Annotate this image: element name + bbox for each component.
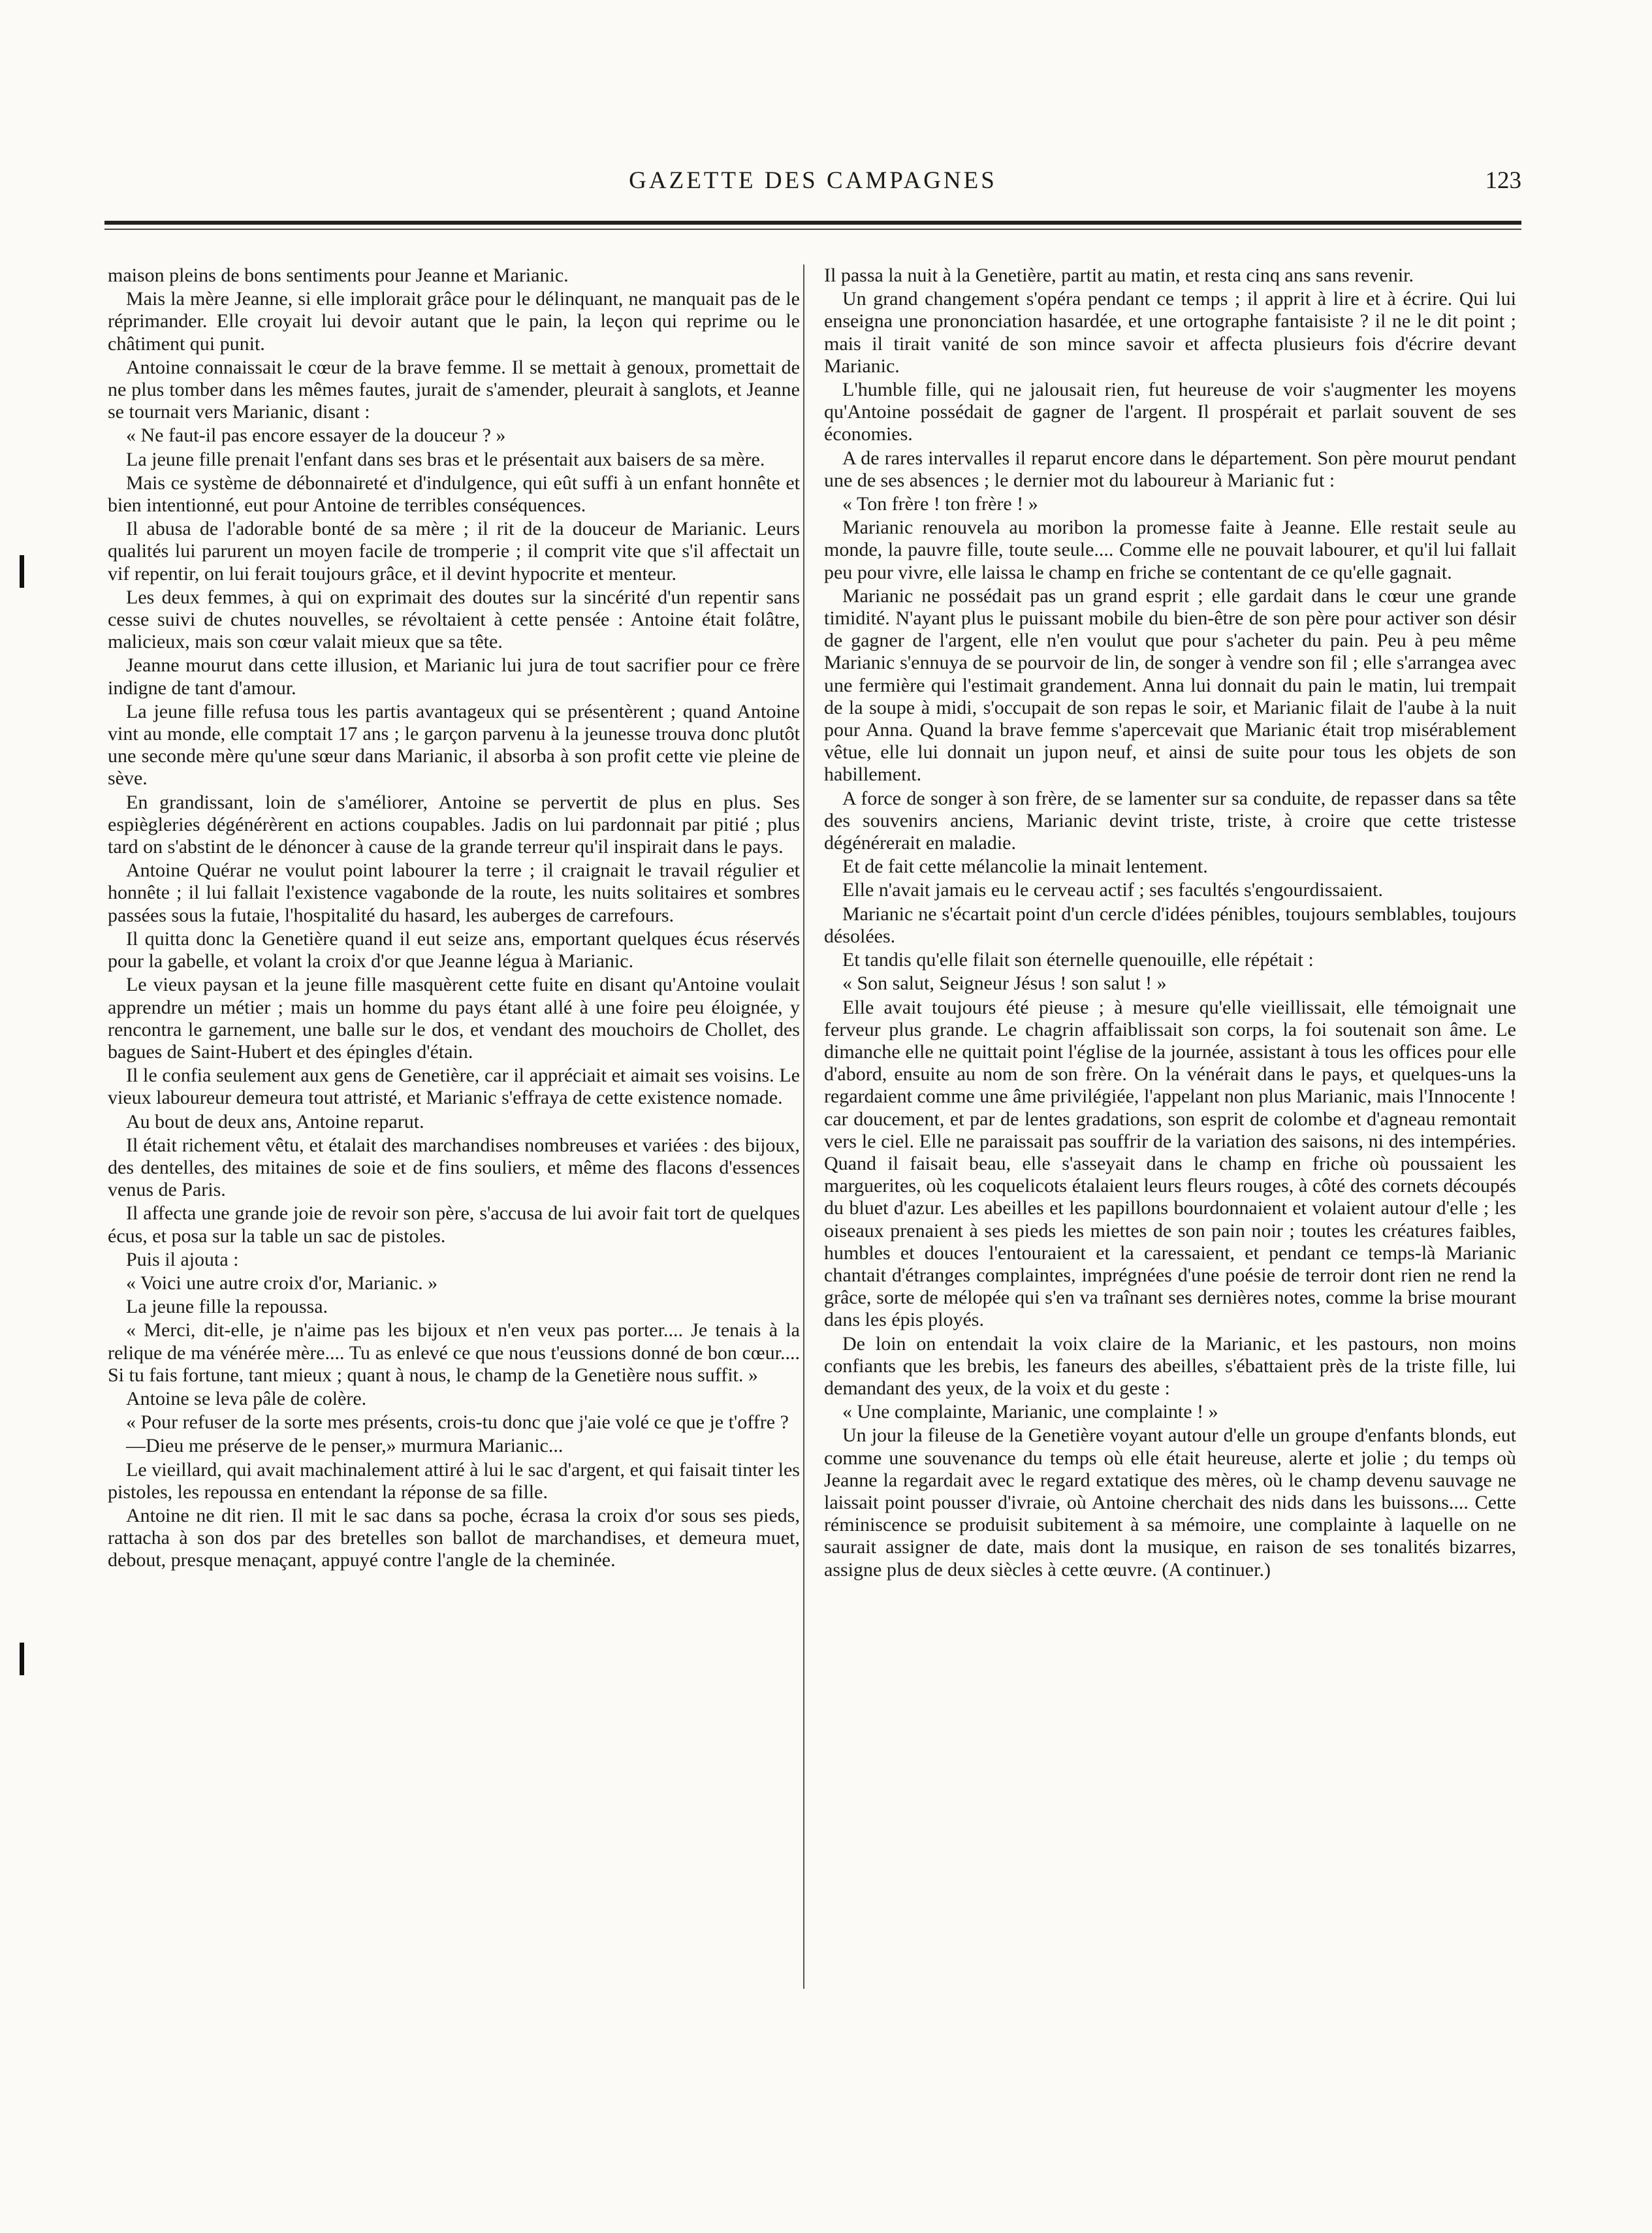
paragraph: Il était richement vêtu, et étalait des marchandises nombreuses et variées : des bijoux, des dentelles, des mitaines de soie et de fins souliers, et même des flacons d'essences venus de Paris. <box>108 1134 800 1201</box>
header-rule-thin <box>104 229 1521 230</box>
paragraph: A force de songer à son frère, de se lamenter sur sa conduite, de repasser dans sa tête des souvenirs anciens, Marianic devint triste, triste, à croire que cette tristesse dégénérerait en maladie. <box>824 787 1516 854</box>
paragraph: « Une complainte, Marianic, une complainte ! » <box>842 1401 1218 1423</box>
paragraph: Il quitta donc la Genetière quand il eut seize ans, emportant quelques écus réservés pour la gabelle, et volant la croix d'or que Jeanne légua à Marianic. <box>108 927 800 972</box>
paragraph: Mais ce système de débonnaireté et d'indulgence, qui eût suffi à un enfant honnête et bien intentionné, eut pour Antoine de terribles conséquences. <box>108 472 800 517</box>
margin-mark-upper <box>20 555 24 588</box>
paragraph: Le vieux paysan et la jeune fille masquèrent cette fuite en disant qu'Antoine voulait apprendre un métier ; mais un homme du pays étant allé à une foire peu éloignée, y rencontra le garnement, une balle sur le dos, et vendant des mouchoirs de Chollet, des bagues de Saint-Hubert et des épingles d'étain. <box>108 974 800 1063</box>
running-title: GAZETTE DES CAMPAGNES <box>629 167 997 194</box>
paragraph: Il le confia seulement aux gens de Genetière, car il appréciait et aimait ses voisins. Le vieux laboureur demeura tout attristé, et Marianic s'effraya de cette existence nomade. <box>108 1065 800 1109</box>
paragraph: Et tandis qu'elle filait son éternelle quenouille, elle répétait : <box>842 949 1314 971</box>
paragraph: Et de fait cette mélancolie la minait lentement. <box>842 856 1208 878</box>
paragraph: « Ne faut-il pas encore essayer de la douceur ? » <box>126 425 506 447</box>
paragraph: Mais la mère Jeanne, si elle implorait grâce pour le délinquant, ne manquait pas de le réprimander. Elle croyait lui devoir autant que le pain, la leçon qui reprime ou le châtiment qui punit. <box>108 288 800 355</box>
paragraph: Puis il ajouta : <box>126 1248 239 1270</box>
paragraph: « Pour refuser de la sorte mes présents, crois-tu donc que j'aie volé ce que je t'offre ? <box>126 1411 789 1434</box>
paragraph: Au bout de deux ans, Antoine reparut. <box>126 1110 424 1133</box>
right-column <box>824 265 1516 1582</box>
paragraph: Antoine Quérar ne voulut point labourer la terre ; il craignait le travail régulier et honnête ; il lui fallait l'existence vagabonde de la route, les nuits solitaires et sombres passées sous la futaie, l'hospitalité du hasard, les auberges de carrefours. <box>108 859 800 926</box>
paragraph: Marianic ne possédait pas un grand esprit ; elle gardait dans le cœur une grande timidité. N'ayant plus le puissant mobile du bien-être de son père pour activer son désir de gagner de l'argent, elle n'en voulut que pour s'acheter du pain. Peu à peu même Marianic s'ennuya de se pourvoir de lin, de songer à vendre son fil ; elle s'arrangea avec une fermière qui l'estimait grandement. Anna lui donnait du pain le matin, lui trempait de la soupe à midi, s'occupait de son repas le soir, et Marianic filait de l'aube à la nuit pour Anna. Quand la brave femme s'apercevait que Marianic était trop misérablement vêtue, elle lui donnait un jupon neuf, et ainsi de suite pour tous les objets de son habillement. <box>824 585 1516 786</box>
margin-mark-lower <box>20 1643 24 1675</box>
paragraph: La jeune fille prenait l'enfant dans ses bras et le présentait aux baisers de sa mère. <box>126 448 765 470</box>
paragraph: Il affecta une grande joie de revoir son père, s'accusa de lui avoir fait tort de quelques écus, et posa sur la table un sac de pistoles. <box>108 1202 800 1247</box>
paragraph: Elle n'avait jamais eu le cerveau actif ; ses facultés s'engourdissaient. <box>842 879 1383 901</box>
paragraph: La jeune fille la repoussa. <box>126 1296 328 1318</box>
paragraph: Antoine ne dit rien. Il mit le sac dans sa poche, écrasa la croix d'or sous ses pieds, rattacha à son dos par des bretelles son ballot de marchandises, et demeura muet, debout, presque menaçant, appuyé contre l'angle de la cheminée. <box>108 1504 800 1571</box>
paragraph: Il passa la nuit à la Genetière, partit au matin, et resta cinq ans sans revenir. <box>824 265 1414 286</box>
paragraph: « Ton frère ! ton frère ! » <box>842 493 1038 515</box>
paragraph: Marianic renouvela au moribon la promesse faite à Jeanne. Elle restait seule au monde, la pauvre fille, toute seule.... Comme elle ne pouvait labourer, et qu'il lui fallait peu pour vivre, elle laissa le champ en friche se contentant de ce qu'elle gagnait. <box>824 517 1516 583</box>
paragraph: Elle avait toujours été pieuse ; à mesure qu'elle vieillissait, elle témoignait une ferveur plus grande. Le chagrin affaiblissait son corps, la foi soutenait son âme. Le dimanche elle ne quittait point l'église de la journée, assistant à tous les offices pour elle d'abord, ensuite au nom de son frère. On la vénérait dans le pays, et quelques-uns la regardaient comme une âme privilégiée, l'appelant non plus Marianic, mais l'Innocente ! car doucement, et par de lentes gradations, son esprit de colombe et d'agneau remontait vers le ciel. Elle ne paraissait pas souffrir de la variation des saisons, ni des intempéries. Quand il faisait beau, elle s'asseyait dans le champ en friche où poussaient les marguerites, où les coquelicots étalaient leurs fleurs rouges, à côté des cornets découpés du bluet d'azur. Les abeilles et les papillons bourdonnaient et volaient autour d'elle ; les oiseaux prenaient à ses pieds les miettes de son pain noir ; toutes les créatures faibles, humbles et douces l'entouraient et la caressaient, et pendant ce temps-là Marianic chantait d'étranges complaintes, imprégnées d'une poésie de terroir dont rien ne rend la grâce, sorte de mélopée qui s'en va traînant ses dernières notes, comme la brise mourant dans les épis ployés. <box>824 996 1516 1331</box>
paragraph: La jeune fille refusa tous les partis avantageux qui se présentèrent ; quand Antoine vint au monde, elle comptait 17 ans ; le garçon parvenu à la jeunesse trouva donc plutôt une seconde mère qu'une sœur dans Marianic, il absorba à son profit cette vie pleine de sève. <box>108 700 800 790</box>
paragraph: Antoine se leva pâle de colère. <box>126 1387 367 1409</box>
paragraph: Il abusa de l'adorable bonté de sa mère ; il rit de la douceur de Marianic. Leurs qualités lui parurent un moyen facile de tromperie ; il comprit vite que s'il affectait un vif repentir, on lui ferait toujours grâce, et il devint hypocrite et menteur. <box>108 518 800 585</box>
paragraph: De loin on entendait la voix claire de la Marianic, et les pastours, non moins confiants que les brebis, les faneurs des abeilles, s'ébattaient près de la triste fille, lui demandant des yeux, de la voix et du geste : <box>824 1332 1516 1399</box>
paragraph: Le vieillard, qui avait machinalement attiré à lui le sac d'argent, et qui faisait tinter les pistoles, les repoussa en entendant la réponse de sa fille. <box>108 1458 800 1503</box>
paragraph: « Merci, dit-elle, je n'aime pas les bijoux et n'en veux pas porter.... Je tenais à la relique de ma vénérée mère.... Tu as enlevé ce que nous t'eussions donné de bon cœur.... Si tu fais fortune, tant mieux ; quant à nous, le champ de la Genetière nous suffit. » <box>108 1319 800 1386</box>
paragraph: maison pleins de bons sentiments pour Jeanne et Marianic. <box>108 265 569 286</box>
paragraph: Jeanne mourut dans cette illusion, et Marianic lui jura de tout sacrifier pour ce frère indigne de tant d'amour. <box>108 654 800 699</box>
paragraph: Les deux femmes, à qui on exprimait des doutes sur la sincérité d'un repentir sans cesse suivi de chutes nouvelles, se révoltaient à cette pensée : Antoine était folâtre, malicieux, mais son cœur valait mieux que sa tête. <box>108 586 800 653</box>
page-header <box>104 167 1521 206</box>
paragraph: —Dieu me préserve de le penser,» murmura Marianic... <box>126 1435 564 1457</box>
page-number: 123 <box>1485 167 1521 194</box>
paragraph: Marianic ne s'écartait point d'un cercle d'idées pénibles, toujours semblables, toujours désolées. <box>824 903 1516 947</box>
paragraph: Antoine connaissait le cœur de la brave femme. Il se mettait à genoux, promettait de ne plus tomber dans les mêmes fautes, jurait de s'amender, pleurait à sanglots, et Jeanne se tournait vers Marianic, disant : <box>108 356 800 423</box>
paragraph: « Voici une autre croix d'or, Marianic. » <box>126 1272 438 1294</box>
paragraph: « Son salut, Seigneur Jésus ! son salut ! » <box>842 972 1167 995</box>
header-rule-thick <box>104 221 1521 225</box>
paragraph: En grandissant, loin de s'améliorer, Antoine se pervertit de plus en plus. Ses espiègleries dégénérèrent en actions coupables. Jadis on lui pardonnait par pitié ; plus tard on s'abstint de le dénoncer à cause de la grande terreur qu'il inspirait dans le pays. <box>108 791 800 858</box>
paragraph: Un grand changement s'opéra pendant ce temps ; il apprit à lire et à écrire. Qui lui enseigna une prononciation hasardée, et une ortographe fantaisiste ? il ne le dit point ; mais il tirait vanité de son mince savoir et affecta plusieurs fois d'écrire devant Marianic. <box>824 288 1516 377</box>
paragraph: A de rares intervalles il reparut encore dans le département. Son père mourut pendant une de ses absences ; le dernier mot du laboureur à Marianic fut : <box>824 447 1516 491</box>
column-divider <box>803 265 804 1989</box>
paragraph: L'humble fille, qui ne jalousait rien, fut heureuse de voir s'augmenter les moyens qu'Antoine possédait de gagner de l'argent. Il prospérait et parlait souvent de ses économies. <box>824 379 1516 445</box>
left-column <box>108 265 800 1573</box>
paragraph: Un jour la fileuse de la Genetière voyant autour d'elle un groupe d'enfants blonds, eut comme une souvenance du temps où elle était heureuse, alerte et jolie ; du temps où Jeanne la regardait avec le regard extatique des mères, où le champ devenu sauvage ne laissait point pousser d'ivraie, où Antoine cherchait des nids dans les buissons.... Cette réminiscence se produisit subitement à sa mémoire, une complainte à laquelle on ne saurait assigner de date, mais dont la musique, en raison de ses tonalités bizarres, assigne plus de deux siècles à cette œuvre. (A continuer.) <box>824 1424 1516 1581</box>
